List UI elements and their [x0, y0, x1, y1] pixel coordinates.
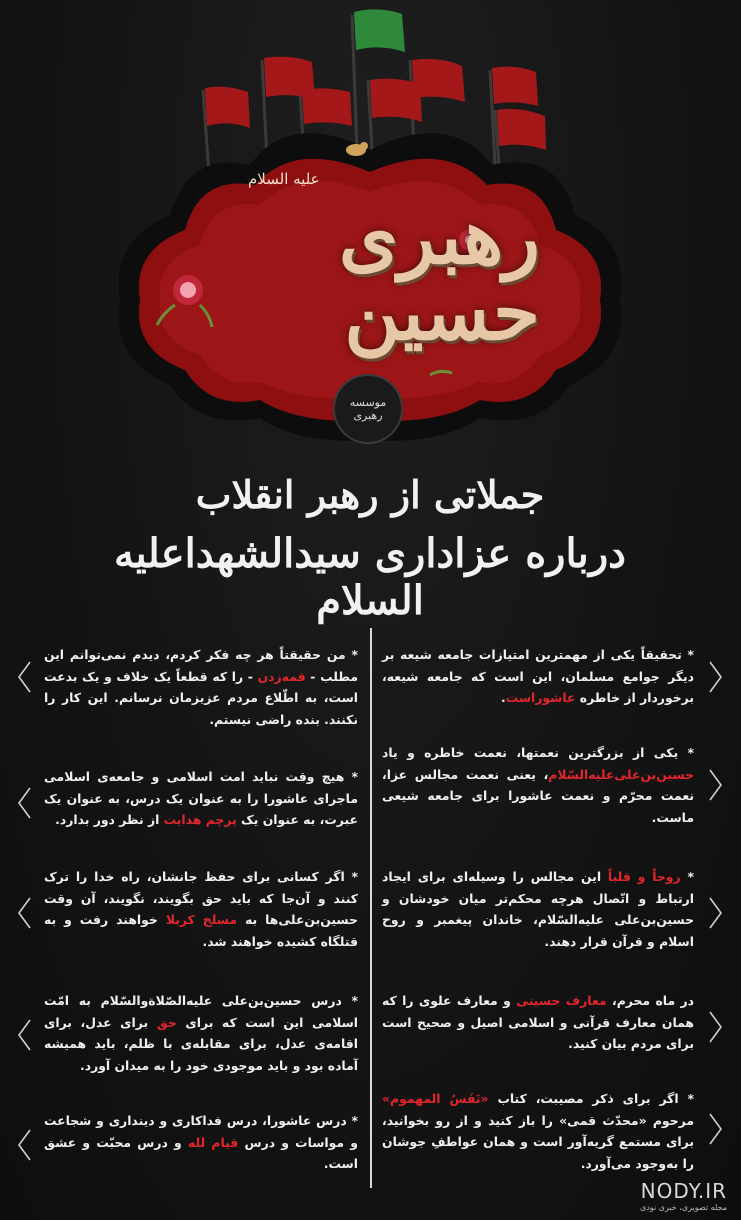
- header-artwork: [0, 0, 741, 450]
- quote-right-2: * یکی از بزرگترین نعمتها، نعمت خاطره و یاد حسین‌بن‌علی‌علیه‌السّلام، یعنی نعمت مجالس عزا، نعمت محرّم و نعمت عاشورا برای جامعه شیعی ماست.: [382, 745, 694, 825]
- calligraphy-title: [240, 170, 540, 380]
- quote-right-3: * روحاً و قلباً این مجالس را وسیله‌ای برای ایجاد ارتباط و اتّصال هرچه محکم‌تر میان خودشان و حسین‌بن‌علی علیه‌السّلام، خاندان پیغمبر و روح اسلام و قرآن قرار دهند.: [382, 869, 694, 949]
- quote-right-1: * تحقیقاً یکی از مهمترین امتیازات جامعه شیعه بر دیگر جوامع مسلمان، این است که جامعه شیعه، برخوردار از خاطره عاشوراست.: [382, 647, 694, 705]
- quote-left-1: * من حقیقتاً هر چه فکر کردم، دیدم نمی‌توانم این مطلب - قمه‌زدن - را که قطعاً یک خلاف و یک بدعت است، به اطّلاع مردم عزیزمان نرسانم. این کار را نکنند. بنده راضی نیستم.: [44, 647, 359, 727]
- column-divider: [370, 628, 372, 1188]
- quote-left-4: * درس حسین‌بن‌علی علیه‌الصّلاة‌والسّلام به امّت اسلامی این است که برای حق برای عدل، برای اقامه‌ی عدل، برای مقابله‌ی با ظلم، باید همیشه آماده بود و باید موجودی خود را به میدان آورد.: [44, 993, 358, 1073]
- watermark-subtitle: مجله تصویری، خبری نودی: [639, 1203, 727, 1212]
- headline-line-2: درباره عزاداری سیدالشهداعلیه السلام: [114, 530, 626, 624]
- watermark-site: NODY.IR: [640, 1179, 727, 1203]
- quote-highlight: معارف حسینی: [516, 993, 607, 1008]
- quote-highlight: روحاً و قلباً: [607, 869, 681, 884]
- quote-left-3: * اگر کسانی برای حفظ جانشان، راه خدا را ترک کنند و آن‌جا که باید حق بگویند، نگویند، آن وقت حسین‌بن‌علی‌ها به مسلخ کربلا خواهند رفت و به قتلگاه کشیده خواهند شد.: [44, 869, 358, 949]
- quote-highlight: «نَفَسُ المهموم»: [382, 1091, 489, 1106]
- title-text: رهبری حسین: [338, 192, 540, 357]
- chevron-left-icon: [16, 1018, 32, 1052]
- chevron-right-icon: [708, 1112, 724, 1146]
- quote-left-2: * هیچ وقت نباید امت اسلامی و جامعه‌ی اسلامی ماجرای عاشورا را به عنوان یک درس، به عنوان یک عبرت، به عنوان یک پرچم هدایت از نظر دور بدارد.: [44, 769, 358, 827]
- quote-right-5: * اگر برای ذکر مصیبت، کتاب «نَفَسُ المهموم» مرحوم «محدّث قمی» را باز کنید و از رو بخوانید، برای مستمع گریه‌آور است و همان عواطفِ جوشان را به‌وجود می‌آورد.: [382, 1091, 695, 1171]
- chevron-right-icon: [708, 660, 724, 694]
- chevron-right-icon: [708, 768, 724, 802]
- honorific-text: علیه السلام: [248, 170, 320, 188]
- quote-left-5: * درس عاشورا، درس فداکاری و دینداری و شجاعت و مواسات و درس قیام لله و درس محبّت و عشق است.: [44, 1113, 358, 1171]
- quote-highlight: پرچم هدایت: [163, 812, 237, 827]
- publisher-logo: [333, 374, 403, 444]
- logo-text: موسسه رهبری: [349, 396, 387, 422]
- quote-highlight: عاشوراست: [505, 690, 576, 705]
- quote-highlight: حسین‌بن‌علی‌علیه‌السّلام: [548, 766, 694, 782]
- chevron-left-icon: [16, 1128, 32, 1162]
- chevron-right-icon: [708, 896, 724, 930]
- quote-highlight: قیام لله: [187, 1134, 239, 1150]
- chevron-right-icon: [708, 1010, 724, 1044]
- chevron-left-icon: [16, 786, 32, 820]
- headline-line-1: جملاتی از رهبر انقلاب: [195, 472, 545, 517]
- quote-highlight: قمه‌زدن: [257, 668, 306, 684]
- quote-highlight: مسلخ کربلا: [165, 912, 238, 927]
- watermark: [640, 1179, 727, 1212]
- quote-right-4: در ماه محرم، معارف حسینی و معارف علوی را که همان معارف قرآنی و اسلامی اصیل و صحیح است برای مردم بیان کنید.: [382, 993, 694, 1051]
- chevron-left-icon: [16, 896, 32, 930]
- chevron-left-icon: [16, 660, 32, 694]
- quote-highlight: حق: [156, 1014, 177, 1030]
